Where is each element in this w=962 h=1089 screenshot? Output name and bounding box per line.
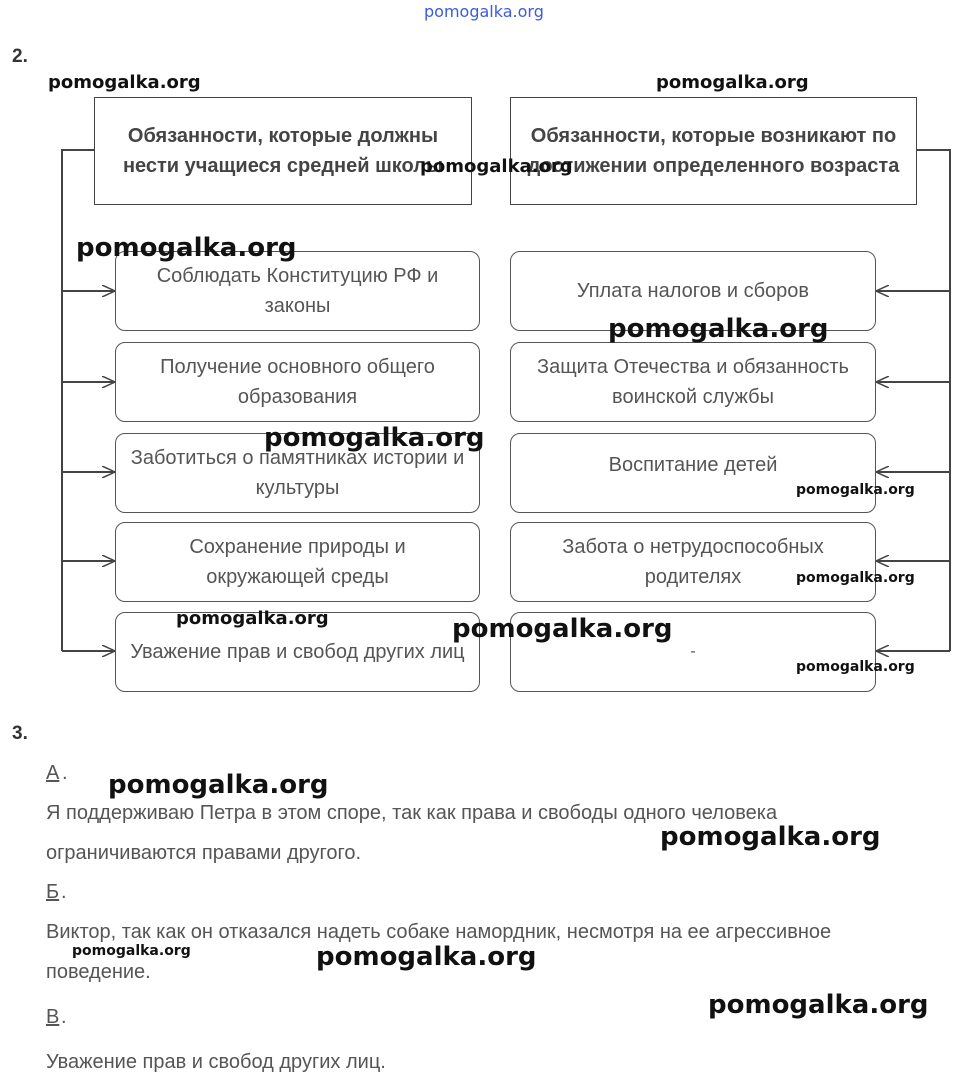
- watermark: pomogalka.org: [708, 990, 929, 1020]
- left-header-box: [94, 97, 472, 205]
- answer-b-text: Виктор, так как он отказался надеть собаке намордник, несмотря на ее агрессивное поведение.: [46, 921, 832, 983]
- answer-b-letter: Б: [46, 881, 60, 903]
- right-item-text: Воспитание детей: [608, 454, 778, 476]
- right-item-text: Уплата налогов и сборов: [576, 280, 810, 302]
- answer-a-text: Я поддерживаю Петра в этом споре, так как права и свободы одного человека ограничиваются правами другого.: [46, 802, 778, 864]
- answer-c-dot: .: [61, 1006, 67, 1028]
- answer-a-letter: А: [46, 762, 60, 784]
- answer-b-dot: .: [61, 881, 67, 903]
- left-header-text: Обязанности, которые должны нести учащиеся средней школы: [122, 125, 444, 177]
- watermark: pomogalka.org: [72, 943, 191, 959]
- left-item-1: [115, 251, 480, 331]
- right-item-3: [510, 433, 876, 513]
- watermark: pomogalka.org: [76, 233, 297, 263]
- right-header-text: Обязанности, которые возникают по достижении определенного возраста: [527, 125, 900, 177]
- answer-a-dot: .: [62, 762, 68, 784]
- watermark: pomogalka.org: [452, 614, 673, 644]
- left-item-text: Соблюдать Конституцию РФ и законы: [156, 265, 439, 317]
- watermark: pomogalka.org: [420, 156, 573, 177]
- left-item-4: [115, 522, 480, 602]
- answer-c-text: Уважение прав и свобод других лиц.: [46, 1051, 386, 1073]
- answer-c-letter: В: [46, 1006, 60, 1028]
- right-item-text: Защита Отечества и обязанность воинской службы: [537, 356, 849, 408]
- left-item-text: Заботиться о памятниках истории и культуры: [130, 447, 465, 499]
- watermark: pomogalka.org: [660, 822, 881, 852]
- watermark: pomogalka.org: [608, 314, 829, 344]
- left-item-text: Уважение прав и свобод других лиц: [130, 641, 465, 663]
- watermark: pomogalka.org: [796, 659, 915, 675]
- watermark: pomogalka.org: [48, 72, 201, 93]
- watermark: pomogalka.org: [796, 570, 915, 586]
- left-item-text: Сохранение природы и окружающей среды: [189, 536, 406, 588]
- right-item-text: Забота о нетрудоспособных родителях: [562, 536, 824, 588]
- watermark: pomogalka.org: [264, 423, 485, 453]
- right-item-2: [510, 342, 876, 422]
- watermark: pomogalka.org: [796, 482, 915, 498]
- task-2-number: 2.: [12, 46, 28, 67]
- watermark: pomogalka.org: [656, 72, 809, 93]
- watermark: pomogalka.org: [316, 942, 537, 972]
- right-item-text: -: [690, 643, 696, 660]
- watermark: pomogalka.org: [424, 2, 544, 21]
- left-item-text: Получение основного общего образования: [160, 356, 435, 408]
- watermark: pomogalka.org: [108, 770, 329, 800]
- watermark: pomogalka.org: [176, 608, 329, 629]
- left-item-2: [115, 342, 480, 422]
- task-3-number: 3.: [12, 723, 28, 744]
- right-header-box: [510, 97, 917, 205]
- right-item-4: [510, 522, 876, 602]
